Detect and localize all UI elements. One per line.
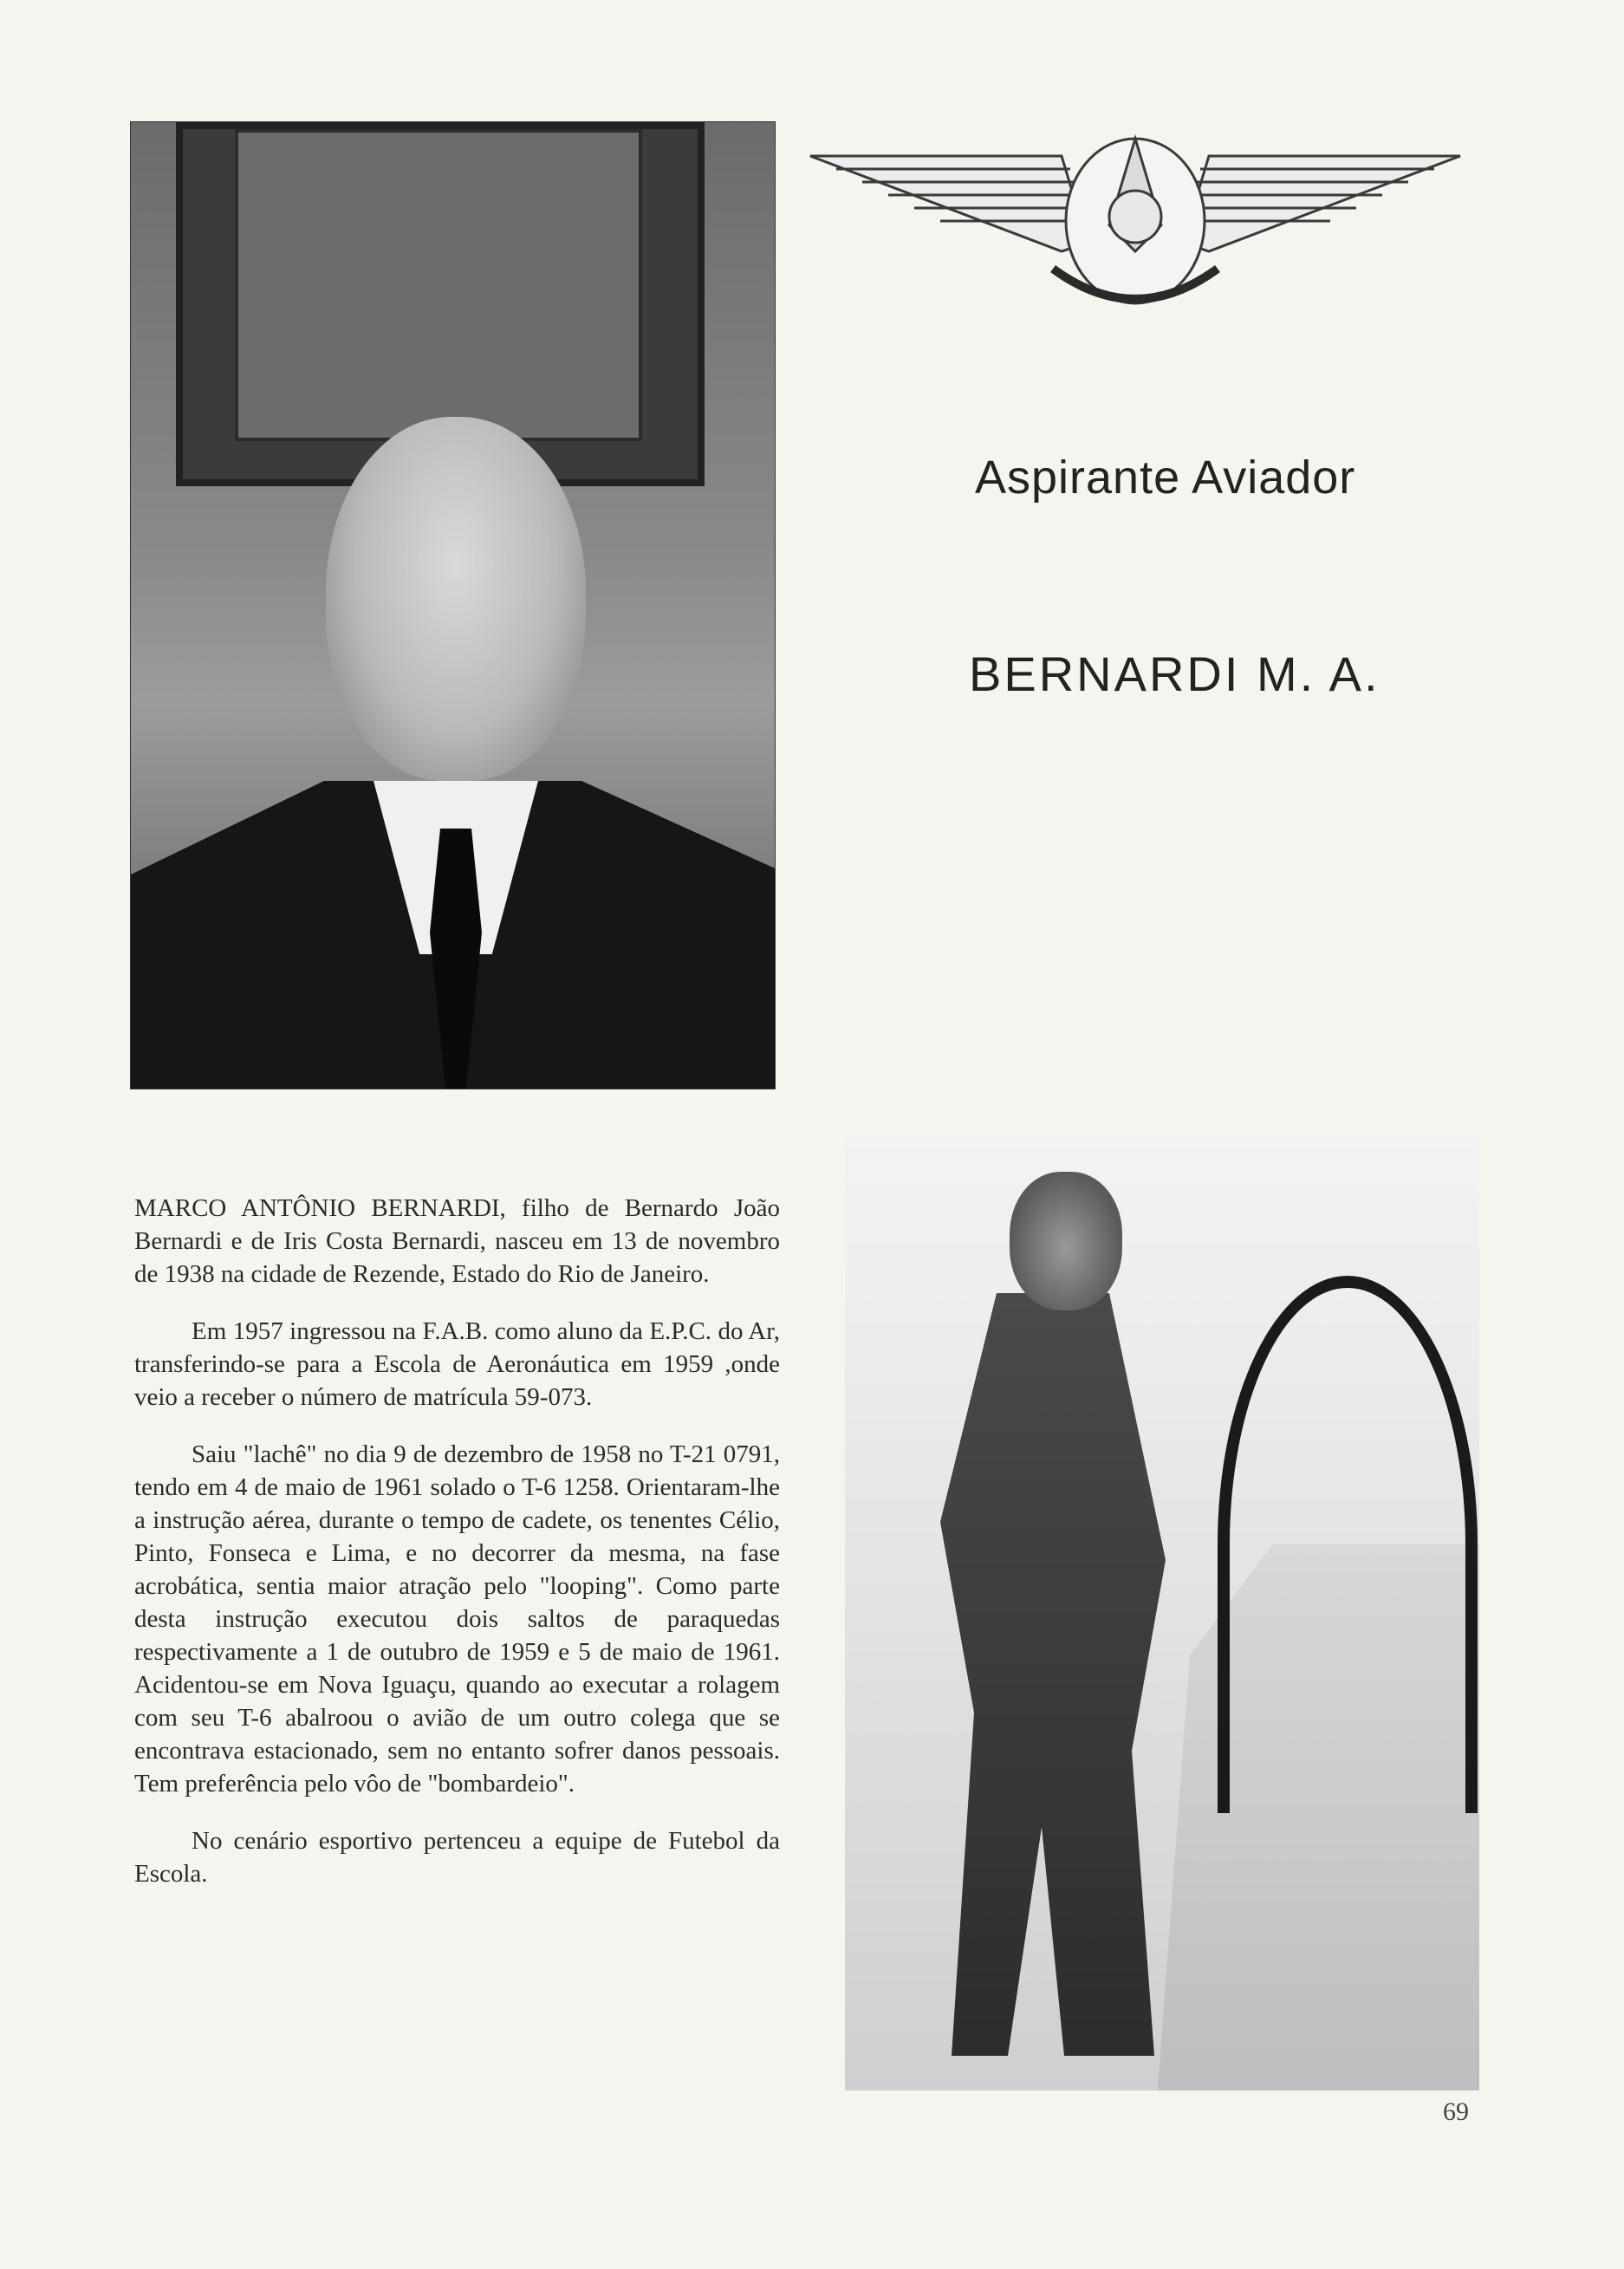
pilot-head (1010, 1172, 1122, 1310)
bio-paragraph: MARCO ANTÔNIO BERNARDI, filho de Bernardo João Bernardi e de Iris Costa Bernardi, nasceu em 13 de novembro de 1938 na cidade de Rezende, Estado do Rio de Janeiro. (134, 1194, 780, 1288)
bio-paragraph: Em 1957 ingressou na F.A.B. como aluno da E.P.C. do Ar, transferindo-se para a Escola de Aeronáutica em 1959 ,onde veio a receber o número de matrícula 59-073. (134, 1317, 780, 1411)
bio-paragraph: Saiu "lachê" no dia 9 de dezembro de 1958 no T-21 0791, tendo em 4 de maio de 1961 solado o T-6 1258. Orientaram-lhe a instrução aérea, durante o tempo de cadete, os tenentes Célio, Pinto, Fonseca e Lima, e no decorrer da mesma, na fase acrobática, sentia maior atração pelo "looping". Como parte desta instrução executou dois saltos de paraquedas respectivamente a 1 de outubro de 1959 e 5 de maio de 1961. Acidentou-se em Nova Iguaçu, quando ao executar a rolagem com seu T-6 abalroou o avião de um outro colega que se encontrava estacionado, sem no entanto sofrer danos pessoais. Tem preferência pelo vôo de "bombardeio". (134, 1440, 780, 1798)
bio-paragraph: No cenário esportivo pertenceu a equipe de Futebol da Escola. (134, 1827, 780, 1888)
aircraft-canopy (1218, 1276, 1478, 1813)
pilot-figure (940, 1293, 1166, 2056)
portrait-face (326, 417, 586, 781)
pilot-photo (845, 1137, 1479, 2090)
biography-text (134, 1192, 780, 1915)
cadet-name: BERNARDI M. A. (969, 647, 1380, 701)
portrait-photo (130, 121, 776, 1089)
page-number: 69 (1443, 2097, 1469, 2126)
pilot-wings-insignia (802, 121, 1469, 329)
rank-title: Aspirante Aviador (975, 452, 1356, 504)
